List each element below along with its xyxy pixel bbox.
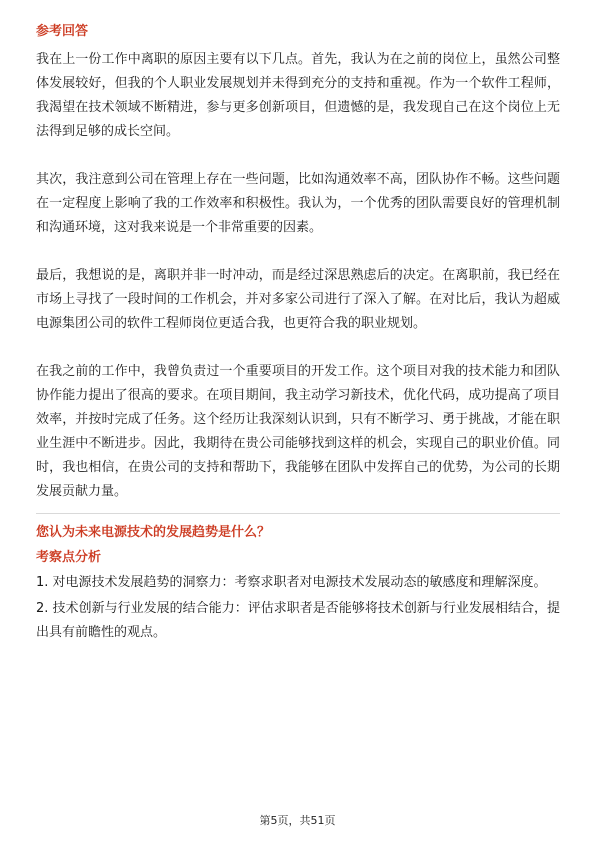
question-title: 您认为未来电源技术的发展趋势是什么？ bbox=[36, 525, 271, 540]
analysis-heading: 考察点分析 bbox=[36, 550, 102, 565]
answer-paragraph-3: 最后，我想说的是，离职并非一时冲动，而是经过深思熟虑后的决定。在离职前，我已经在市场上寻找了一段时间的工作机会，并对多家公司进行了深入了解。在对比后，我认为超威电源集团公司的软件工程师岗位更适合我，也更符合我的职业规划。 bbox=[36, 268, 560, 331]
answer-paragraph-4: 在我之前的工作中，我曾负责过一个重要项目的开发工作。这个项目对我的技术能力和团队协作能力提出了很高的要求。在项目期间，我主动学习新技术，优化代码，成功提高了项目效率，并按时完成了任务。这个经历让我深刻认识到，只有不断学习、勇于挑战，才能在职业生涯中不断进步。因此，我期待在贵公司能够找到这样的机会，实现自己的职业价值。同时，我也相信，在贵公司的支持和帮助下，我能够在团队中发挥自己的优势，为公司的长期发展贡献力量。 bbox=[36, 364, 560, 499]
document-page bbox=[36, 22, 560, 647]
analysis-list bbox=[36, 571, 560, 645]
answer-paragraph-1: 我在上一份工作中离职的原因主要有以下几点。首先，我认为在之前的岗位上，虽然公司整体发展较好，但我的个人职业发展规划并未得到充分的支持和重视。作为一个软件工程师，我渴望在技术领域不断精进，参与更多创新项目，但遗憾的是，我发现自己在这个岗位上无法得到足够的成长空间。 bbox=[36, 52, 560, 139]
analysis-item-2: 2. 技术创新与行业发展的结合能力：评估求职者是否能够将技术创新与行业发展相结合，提出具有前瞻性的观点。 bbox=[36, 601, 560, 640]
answer-paragraph-2: 其次，我注意到公司在管理上存在一些问题，比如沟通效率不高，团队协作不畅。这些问题在一定程度上影响了我的工作效率和积极性。我认为，一个优秀的团队需要良好的管理机制和沟通环境，这对我来说是一个非常重要的因素。 bbox=[36, 172, 560, 235]
page-footer: 第5页，共51页 bbox=[259, 814, 336, 827]
section-divider bbox=[36, 513, 560, 514]
answer-body bbox=[36, 48, 560, 504]
answer-heading: 参考回答 bbox=[36, 24, 89, 39]
analysis-item-1: 1. 对电源技术发展趋势的洞察力：考察求职者对电源技术发展动态的敏感度和理解深度。 bbox=[36, 575, 547, 590]
